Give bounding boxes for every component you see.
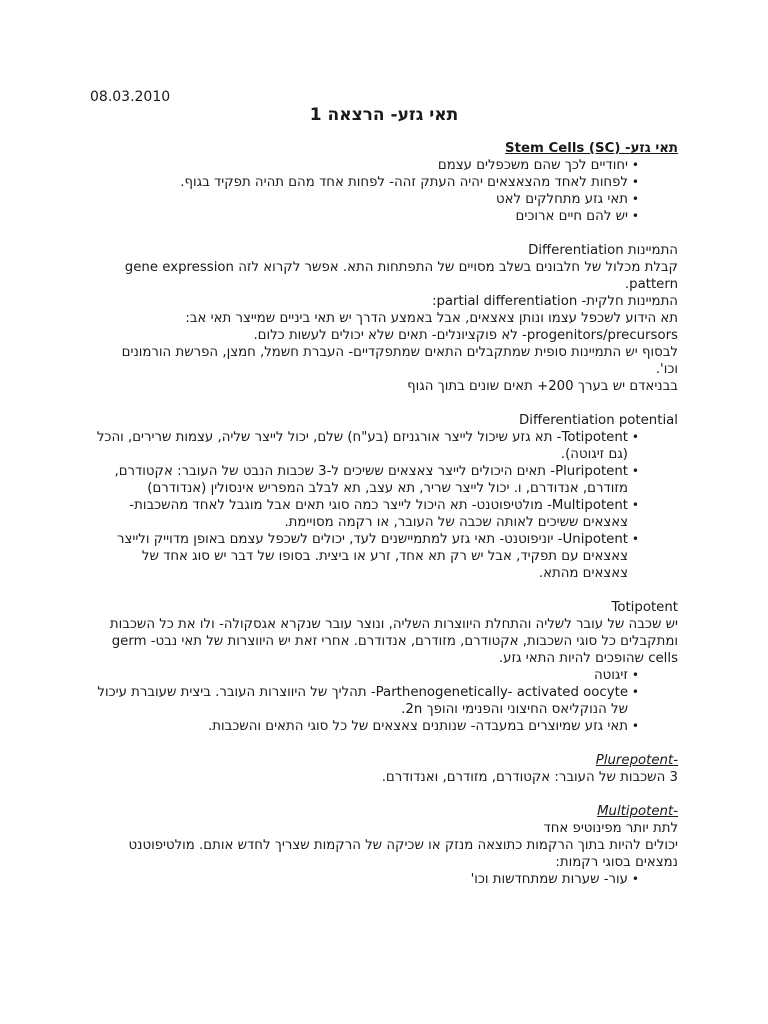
list-item: • תאי גזע מתחלקים לאט	[96, 191, 678, 208]
list-item: • לפחות לאחד מהצאצאים יהיה העתק זהה- לפחות אחד מהם תהיה תפקיד בגוף.	[96, 174, 678, 191]
paragraph-line: progenitors/precursors- לא פוקציונלים- תאים שלא יכולים לעשות כלום.	[253, 328, 678, 343]
document-title: תאי גזע- הרצאה 1	[309, 105, 459, 125]
paragraph-line: יכולים להיות בתוך הרקמות כתוצאה מנזק או שכיקה של הרקמות שצריך לחדש אותם. מולטיפוטנט נמצאים בסוגי רקמות:	[128, 838, 678, 870]
list-item: • Totipotent- תא גזע שיכול לייצר אורגניזם (בע"ח) שלם, יכול לייצר שליה, עצמות שרירים, והכל (גם זיגוטה).	[96, 429, 678, 463]
paragraph-line: לתת יותר מפינוטיפ אחד	[543, 821, 678, 836]
section-plurepotent	[96, 752, 678, 786]
section-heading: -Plurepotent	[595, 753, 678, 768]
bullet-list	[96, 157, 678, 225]
list-item: • Pluripotent- תאים היכולים לייצר צאצאים ששיכים ל-3 שכבות הנבט של העובר: אקטודרם, מזודרם, אנדודרם, ו. יכול לייצר שריר, תא עצב, תא לבלב המפריש אינסולין (אנדודרם)	[96, 463, 678, 497]
paragraph-line: בבניאדם יש בערך 200+ תאים שונים בתוך הגוף	[407, 379, 678, 394]
list-item: • זיגוטה	[96, 667, 678, 684]
section-heading: תאי גזע- (Stem Cells (SC	[505, 141, 678, 156]
section-multipotent	[96, 803, 678, 888]
list-item: • יש להם חיים ארוכים	[96, 208, 678, 225]
list-item: • יחודיים לכך שהם משכפלים עצמם	[96, 157, 678, 174]
paragraph: יש שכבה של עובר לשליה והתחלת היווצרות השליה, ונוצר עובר שנקרא אגסקולה- ולו את כל השכבות ומתקבלים כל סוגי השכבות, אקטודרם, מזודרם, אנדודרם. אחרי זאת יש היווצרות של תאי נבט- germ cells שהופכים להיות התאי גזע.	[109, 617, 678, 666]
paragraph-line: קבלת מכלול של חלבונים בשלב מסויים של התפתחות התא. אפשר לקרוא לזה gene expression pattern.	[124, 260, 678, 292]
bullet-list	[96, 667, 678, 735]
document-body	[96, 140, 678, 888]
paragraph-line: התמיינות חלקית- partial differentiation:	[431, 294, 678, 309]
section-differentiation-potential	[96, 412, 678, 582]
document-date: 08.03.2010	[90, 89, 171, 105]
list-item: • תאי גזע שמיוצרים במעבדה- שנותנים צאצאים של כל סוגי התאים והשכבות.	[96, 718, 678, 735]
section-stem-cells	[96, 140, 678, 225]
paragraph-line: תא הידוע לשכפל עצמו ונותן צאצאים, אבל באמצע הדרך יש תאי ביניים שמייצר תאי אב:	[185, 311, 678, 326]
section-heading: -Multipotent	[597, 804, 678, 819]
list-item: • Parthenogenetically- activated oocyte- תהליך של היווצרות העובר. ביצית שעוברת עיכול של הנוקליאס החיצוני והפנימי והופך 2n.	[96, 684, 678, 718]
bullet-list	[96, 429, 678, 582]
paragraph: 3 השכבות של העובר: אקטודרם, מזודרם, ואנדודרם.	[381, 770, 678, 785]
section-heading: Differentiation potential	[519, 413, 678, 428]
paragraph-line: התמיינות Differentiation	[528, 243, 678, 258]
list-item: • Unipotent- יוניפוטנט- תאי גזע למתמיישנים לעד, יכולים לשכפל עצמם באופן מדוייק ולייצר צאצאים עם תפקיד, אבל יש רק תא אחד, זרע או ביצית. בסופו של דבר יש סוג אחד של צאצאים מהתא.	[96, 531, 678, 582]
bullet-list	[96, 871, 678, 888]
section-heading: Totipotent	[611, 600, 678, 615]
section-differentiation	[96, 242, 678, 395]
list-item: • Multipotent- מולטיפוטנט- תא היכול לייצר כמה סוגי תאים אבל מוגבל לאחד מהשכבות- צאצאים ששיכים לאותה שכבה של העובר, או רקמה מסויימת.	[96, 497, 678, 531]
section-totipotent	[96, 599, 678, 735]
paragraph-line: לבסוף יש התמיינות סופית שמתקבלים התאים שמתפקדיים- העברת חשמל, חמצן, הפרשת הורמונים וכו'.	[121, 345, 678, 377]
list-item: • עור- שערות שמתחדשות וכו'	[96, 871, 678, 888]
